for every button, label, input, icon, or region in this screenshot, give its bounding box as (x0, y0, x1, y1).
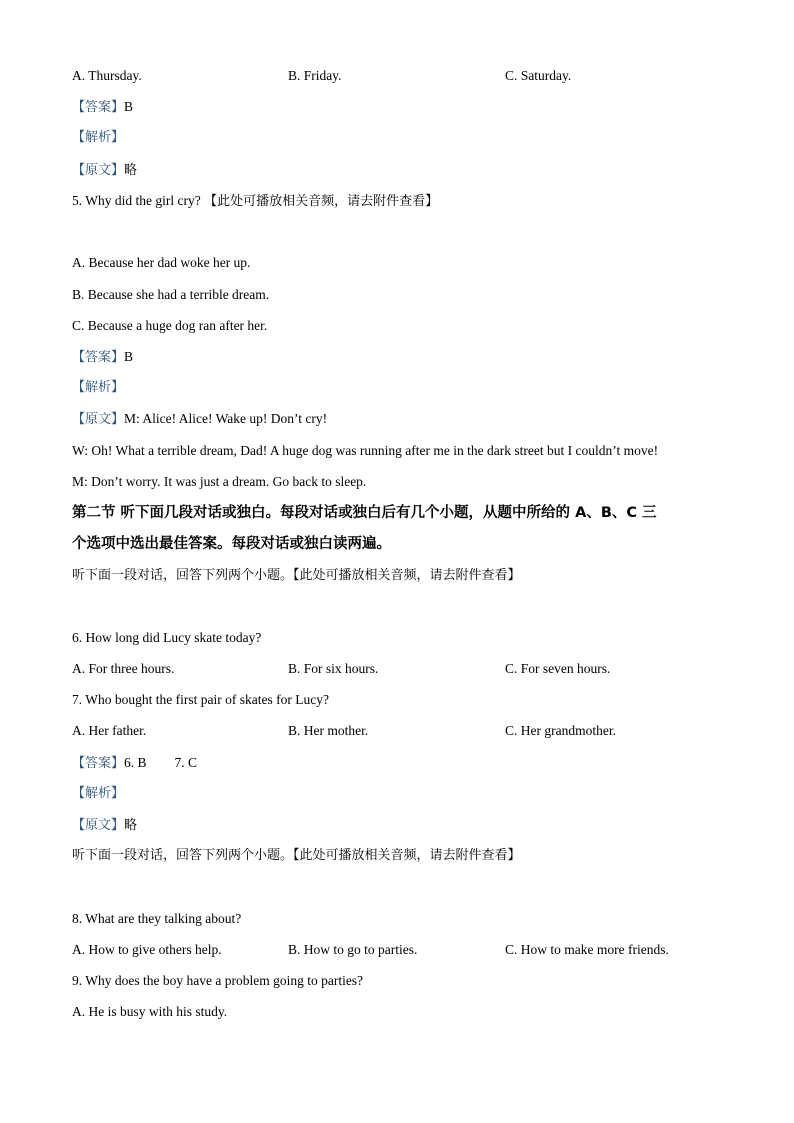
q5-transcript-w: W: Oh! What a terrible dream, Dad! A huge dog was running after me in the dark street but I couldn’t move! (72, 443, 659, 458)
q4-option-a: A. Thursday. (72, 68, 142, 83)
transcript-tag: 【原文】 (72, 163, 125, 178)
answer-tag: 【答案】 (72, 756, 125, 771)
q4-transcript (72, 160, 137, 181)
q8-option-c: C. How to make more friends. (505, 942, 669, 957)
q8-question: 8. What are they talking about? (72, 911, 242, 926)
q67-answer (72, 753, 197, 774)
answer-value: B (124, 349, 134, 364)
q7-option-c: C. Her grandmother. (505, 723, 616, 738)
audio-link[interactable]: 【此处可播放相关音频，请去附件查看】 (204, 194, 439, 209)
q8-option-a: A. How to give others help. (72, 942, 222, 957)
answer-value-6: 6. B (124, 755, 147, 770)
q4-option-c: C. Saturday. (505, 68, 572, 83)
transcript-value: M: Alice! Alice! Wake up! Don’t cry! (124, 411, 328, 426)
q67-transcript (72, 815, 137, 836)
q5-question (72, 191, 438, 212)
transcript-tag: 【原文】 (72, 412, 125, 427)
q4-option-b: B. Friday. (288, 68, 342, 83)
q5-answer (72, 347, 133, 368)
q7-question: 7. Who bought the first pair of skates for Lucy? (72, 692, 329, 707)
answer-value-7: 7. C (174, 755, 198, 770)
answer-tag: 【答案】 (72, 350, 125, 365)
q7-option-b: B. Her mother. (288, 723, 369, 738)
answer-tag: 【答案】 (72, 100, 125, 115)
q6-option-a: A. For three hours. (72, 661, 175, 676)
q6-option-c: C. For seven hours. (505, 661, 611, 676)
listen-instruction-2: 听下面一段对话，回答下列两个小题。【此处可播放相关音频，请去附件查看】 (72, 848, 521, 863)
listen-instruction-1: 听下面一段对话，回答下列两个小题。【此处可播放相关音频，请去附件查看】 (72, 568, 521, 583)
q6-option-b: B. For six hours. (288, 661, 379, 676)
q5-option-c: C. Because a huge dog ran after her. (72, 318, 268, 333)
section2-heading-line2: 个选项中选出最佳答案。每段对话或独白读两遍。 (72, 536, 391, 552)
q4-analysis: 【解析】 (72, 130, 125, 145)
q5-transcript (72, 409, 327, 430)
q5-option-a: A. Because her dad woke her up. (72, 255, 251, 270)
q4-answer (72, 97, 133, 118)
transcript-value: 略 (124, 818, 138, 833)
q9-question: 9. Why does the boy have a problem going to parties? (72, 973, 364, 988)
answer-value: B (124, 99, 134, 114)
q7-option-a: A. Her father. (72, 723, 147, 738)
q5-analysis: 【解析】 (72, 380, 125, 395)
transcript-value: 略 (124, 163, 138, 178)
q5-option-b: B. Because she had a terrible dream. (72, 287, 270, 302)
question-text: 5. Why did the girl cry? (72, 193, 201, 208)
q9-option-a: A. He is busy with his study. (72, 1004, 228, 1019)
q67-analysis: 【解析】 (72, 786, 125, 801)
q5-transcript-m: M: Don’t worry. It was just a dream. Go back to sleep. (72, 474, 367, 489)
q8-option-b: B. How to go to parties. (288, 942, 418, 957)
transcript-tag: 【原文】 (72, 818, 125, 833)
q6-question: 6. How long did Lucy skate today? (72, 630, 262, 645)
section2-heading-line1: 第二节 听下面几段对话或独白。每段对话或独白后有几个小题，从题中所给的 A、B、C 三 (72, 505, 657, 521)
